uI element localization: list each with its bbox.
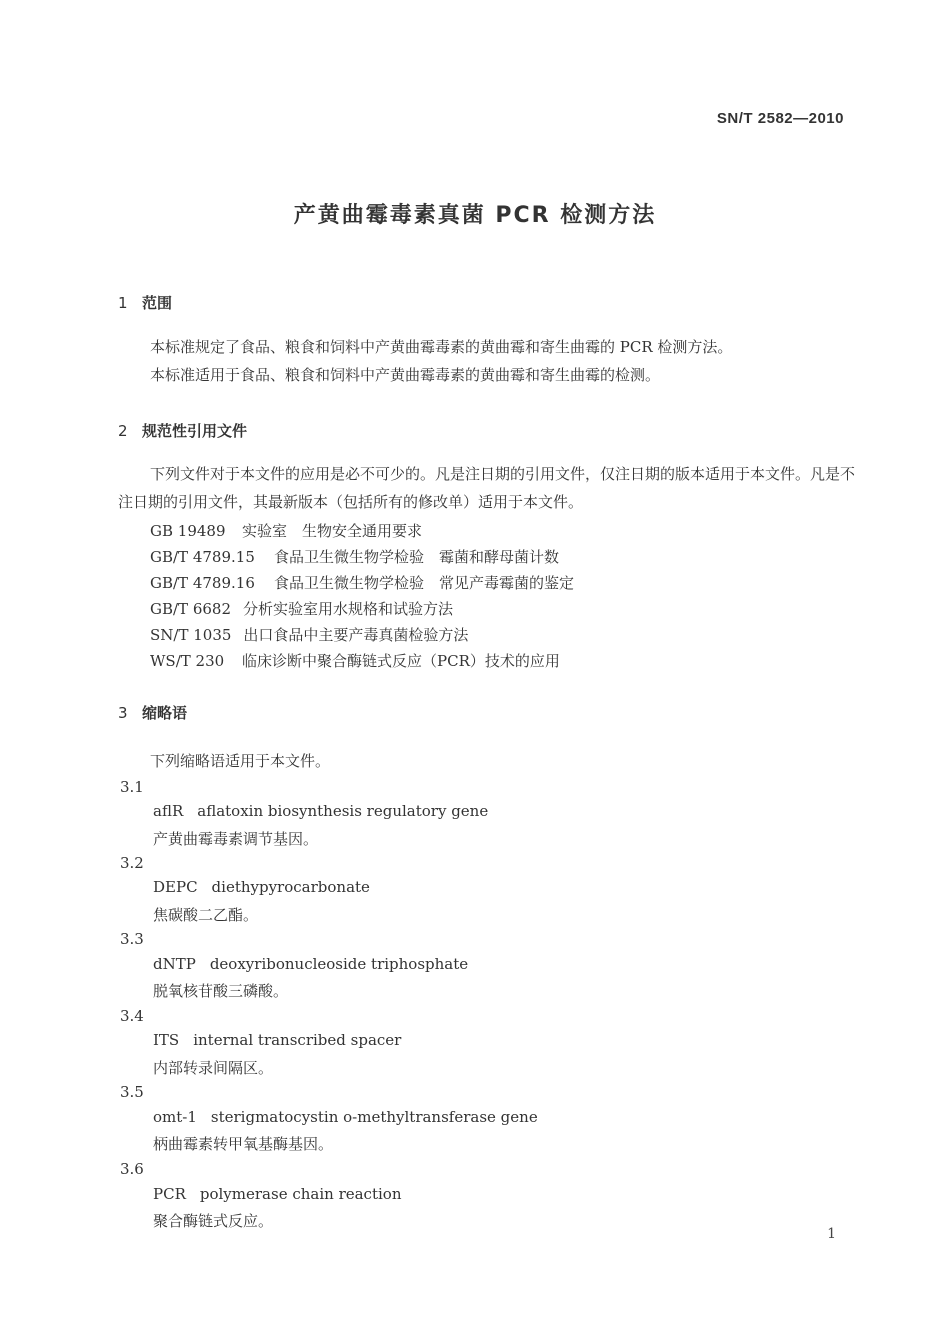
reference-item (150, 520, 422, 541)
abbreviations-intro: 下列缩略语适用于本文件。 (150, 752, 331, 770)
term-chinese: 聚合酶链式反应。 (153, 1212, 274, 1230)
term-chinese: 脱氧核苷酸三磷酸。 (153, 982, 289, 1000)
reference-title: 食品卫生微生物学检验 霉菌和酵母菌计数 (274, 548, 560, 566)
term-english: polymerase chain reaction (199, 1185, 402, 1203)
reference-item (150, 546, 559, 567)
term-chinese: 内部转录间隔区。 (153, 1059, 274, 1077)
reference-item (150, 598, 453, 619)
term-number: 3.6 (120, 1160, 144, 1178)
term-chinese: 焦碳酸二乙酯。 (153, 906, 259, 924)
term-definition (153, 1031, 401, 1049)
term-abbreviation: aflR (153, 802, 184, 820)
reference-title: 实验室 生物安全通用要求 (242, 522, 423, 540)
reference-item (150, 572, 574, 593)
reference-code: GB 19489 (150, 522, 226, 540)
term-definition (153, 878, 370, 896)
reference-code: SN/T 1035 (150, 626, 232, 644)
term-abbreviation: omt-1 (153, 1108, 197, 1126)
reference-code: GB/T 6682 (150, 600, 232, 618)
section-title: 缩略语 (142, 704, 188, 722)
term-english: internal transcribed spacer (193, 1031, 402, 1049)
term-number: 3.1 (120, 778, 144, 796)
reference-title: 临床诊断中聚合酶链式反应（PCR）技术的应用 (242, 652, 560, 670)
scope-paragraph-2: 本标准适用于食品、粮食和饲料中产黄曲霉毒素的黄曲霉和寄生曲霉的检测。 (150, 366, 661, 384)
term-chinese: 柄曲霉素转甲氧基酶基因。 (153, 1135, 334, 1153)
section-number: 2 (118, 422, 128, 440)
term-definition (153, 802, 488, 820)
reference-title: 出口食品中主要产毒真菌检验方法 (243, 626, 469, 644)
reference-code: GB/T 4789.16 (150, 574, 255, 592)
term-chinese: 产黄曲霉毒素调节基因。 (153, 830, 319, 848)
term-abbreviation: ITS (153, 1031, 180, 1049)
term-number: 3.2 (120, 854, 144, 872)
term-abbreviation: DEPC (153, 878, 198, 896)
section-title: 范围 (142, 294, 173, 312)
section-2-heading (118, 420, 247, 441)
reference-title: 分析实验室用水规格和试验方法 (243, 600, 454, 618)
section-title: 规范性引用文件 (142, 422, 248, 440)
references-intro: 下列文件对于本文件的应用是必不可少的。凡是注日期的引用文件，仅注日期的版本适用于本文件。凡是不注日期的引用文件，其最新版本（包括所有的修改单）适用于本文件。 (118, 465, 856, 511)
reference-item (150, 650, 560, 671)
reference-code: GB/T 4789.15 (150, 548, 255, 566)
term-english: diethypyrocarbonate (211, 878, 370, 896)
term-abbreviation: PCR (153, 1185, 186, 1203)
term-abbreviation: dNTP (153, 955, 196, 973)
section-3-heading (118, 702, 187, 723)
term-number: 3.3 (120, 930, 144, 948)
section-number: 1 (118, 294, 128, 312)
term-number: 3.4 (120, 1007, 144, 1025)
document-title: 产黄曲霉毒素真菌 PCR 检测方法 (293, 203, 657, 228)
term-definition (153, 955, 468, 973)
reference-code: WS/T 230 (150, 652, 225, 670)
term-definition (153, 1108, 538, 1126)
page-number: 1 (827, 1226, 836, 1242)
term-english: deoxyribonucleoside triphosphate (209, 955, 469, 973)
term-definition (153, 1185, 401, 1203)
reference-item (150, 624, 468, 645)
term-english: aflatoxin biosynthesis regulatory gene (197, 802, 489, 820)
section-1-heading (118, 292, 172, 313)
standard-code: SN/T 2582—2010 (716, 110, 844, 127)
reference-title: 食品卫生微生物学检验 常见产毒霉菌的鉴定 (274, 574, 575, 592)
scope-paragraph-1: 本标准规定了食品、粮食和饲料中产黄曲霉毒素的黄曲霉和寄生曲霉的 PCR 检测方法。 (150, 338, 733, 356)
term-number: 3.5 (120, 1083, 144, 1101)
section-number: 3 (118, 704, 128, 722)
term-english: sterigmatocystin o-methyltransferase gene (210, 1108, 538, 1126)
